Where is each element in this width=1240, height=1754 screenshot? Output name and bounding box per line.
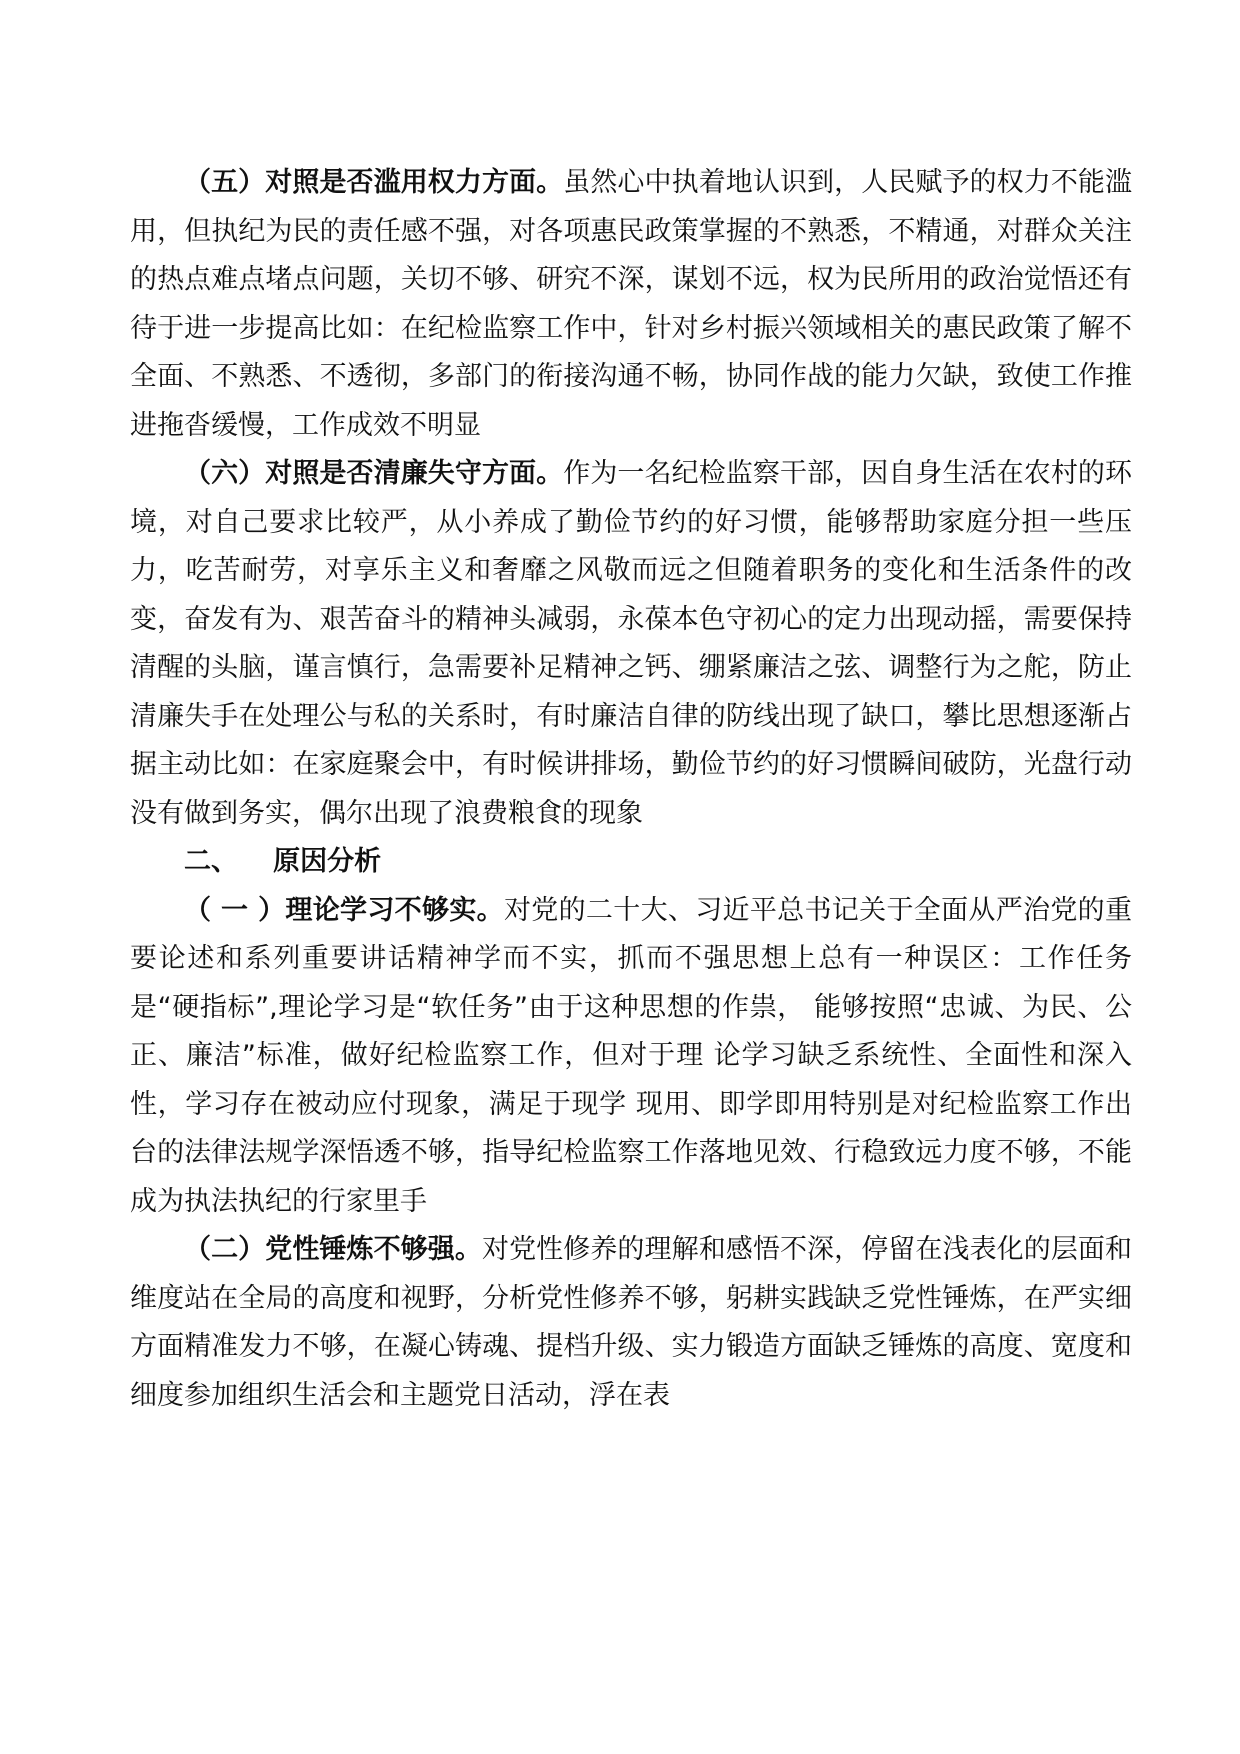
paragraph-text: 作为一名纪检监察干部，因自身生活在农村的环境，对自己要求比较严，从小养成了勤俭节约的好习惯，能够帮助家庭分担一些压力，吃苦耐劳，对享乐主义和奢靡之风敬而远之但随着职务的变化和生活条件的改变，奋发有为、艰苦奋斗的精神头减弱，永葆本色守初心的定力出现动摇，需要保持清醒的头脑，谨言慎行，急需要补足精神之钙、绷紧廉洁之弦、调整行为之舵，防止清廉失手在处理公与私的关系时，有时廉洁自律的防线出现了缺口，攀比思想逐渐占据主动比如：在家庭聚会中，有时候讲排场，勤俭节约的好习惯瞬间破防，光盘行动没有做到务实，偶尔出现了浪费粮食的现象 xyxy=(130,458,1133,829)
section-title: 原因分析 xyxy=(273,846,382,877)
paragraph-text: 对党性修养的理解和感悟不深，停留在浅表化的层面和维度站在全局的高度和视野，分析党性修养不够，躬耕实践缺乏党性锤炼，在严实细方面精准发力不够，在凝心铸魂、提档升级、实力锻造方面缺乏锤炼的高度、宽度和细度参加组织生活会和主题党日活动，浮在表 xyxy=(130,1234,1133,1411)
paragraph-lead-heading: （二）党性锤炼不够强。 xyxy=(184,1234,482,1265)
paragraph-lead-heading: （ 一 ）理论学习不够实。 xyxy=(184,894,504,926)
paragraph-text: 虽然心中执着地认识到，人民赋予的权力不能滥用，但执纪为民的责任感不强，对各项惠民政策掌握的不熟悉，不精通，对群众关注的热点难点堵点问题，关切不够、研究不深，谋划不远，权为民所用的政治觉悟还有待于进一步提高比如：在纪检监察工作中，针对乡村振兴领域相关的惠民政策了解不全面、不熟悉、不透彻，多部门的衔接沟通不畅，协同作战的能力欠缺，致使工作推进拖沓缓慢，工作成效不明显 xyxy=(130,167,1133,441)
section-number: 二、 xyxy=(184,846,238,877)
paragraph-theory-study xyxy=(130,887,1132,1227)
paragraph-lead-heading: （五）对照是否滥用权力方面。 xyxy=(184,167,564,198)
paragraph-lead-heading: （六）对照是否清廉失守方面。 xyxy=(184,458,564,489)
paragraph-integrity xyxy=(130,450,1132,838)
paragraph-text: 对党的二十大、习近平总书记关于全面从严治党的重要论述和系列重要讲话精神学而不实，抓而不强思想上总有一种误区：工作任务是“硬指标”,理论学习是“软任务”由于这种思想的作祟， 能够按照“忠诚、为民、公正、廉洁”标准，做好纪检监察工作，但对于理 论学习缺乏系统性、全面性和深入性，学习存在被动应付现象，满足于现学 现用、即学即用特别是对纪检监察工作出台的法律法规学深悟透不够，指导纪检监察工作落地见效、行稳致远力度不够，不能成为执法执纪的行家里手 xyxy=(130,894,1132,1217)
paragraph-party-spirit xyxy=(130,1226,1132,1420)
document-body xyxy=(130,159,1132,1420)
paragraph-abuse-of-power xyxy=(130,159,1132,450)
section-heading-cause-analysis xyxy=(130,838,1132,887)
